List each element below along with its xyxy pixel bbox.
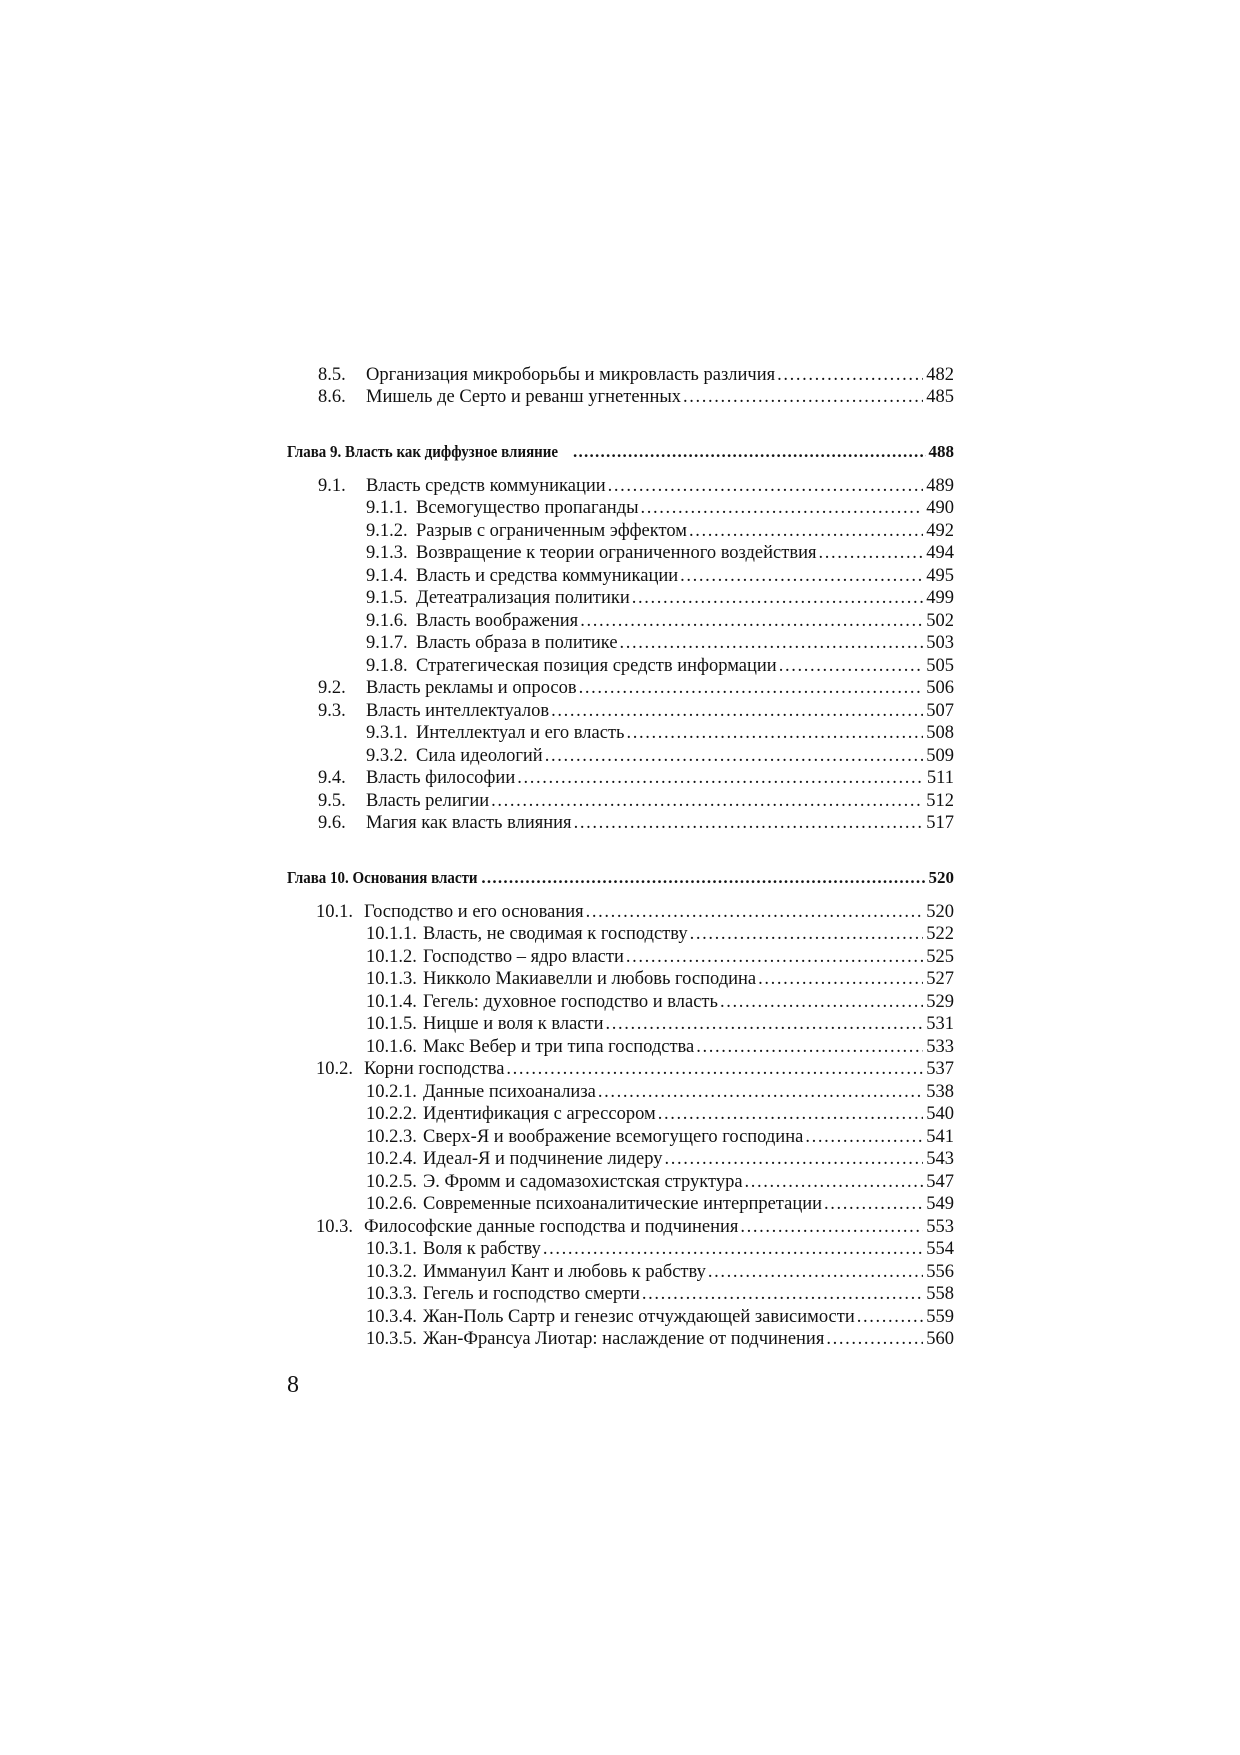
toc-entry-page: 540	[926, 1104, 954, 1124]
toc-entry	[316, 1058, 954, 1080]
toc-entry-number: 10.1.6.	[366, 1037, 417, 1057]
toc-entry-title: Идентификация с агрессором	[423, 1104, 656, 1124]
dot-leader	[598, 1081, 923, 1103]
toc-entry-title: Организация микроборьбы и микровласть различия	[366, 365, 776, 385]
toc-entry-title: Мишель де Серто и реванш угнетенных	[366, 387, 682, 407]
dot-leader	[626, 722, 923, 744]
toc-entry-title: Власть воображения	[416, 611, 579, 631]
dot-leader	[545, 745, 924, 767]
toc-entry-title: Господство и его основания	[364, 902, 584, 922]
toc-entry-number: 10.3.	[316, 1217, 353, 1237]
toc-entry-number: 10.1.4.	[366, 992, 417, 1012]
dot-leader	[620, 632, 924, 654]
toc-entry-number: 10.3.4.	[366, 1307, 417, 1327]
toc-entry-page: 489	[926, 476, 954, 496]
toc-entry-title: Корни господства	[364, 1059, 505, 1079]
toc-entry-title: Э. Фромм и садомазохистская структура	[423, 1172, 743, 1192]
toc-entry-title: Воля к рабству	[423, 1239, 541, 1259]
page-number: 8	[287, 1372, 299, 1398]
toc-entry-page: 503	[926, 633, 954, 653]
toc-entry-number: 10.3.1.	[366, 1239, 417, 1259]
toc-entry-number: 10.2.4.	[366, 1149, 417, 1169]
toc-entry-page: 511	[926, 768, 954, 788]
dot-leader	[658, 1103, 924, 1125]
toc-entry-number: 10.2.	[316, 1059, 353, 1079]
toc-entry-number: 9.1.5.	[366, 588, 408, 608]
toc-entry-number: 10.1.5.	[366, 1014, 417, 1034]
toc-subentry	[366, 968, 954, 990]
toc-entry-page: 554	[926, 1239, 954, 1259]
dot-leader	[824, 1193, 923, 1215]
toc-entry-page: 559	[926, 1307, 954, 1327]
toc-subentry	[366, 1081, 954, 1103]
toc-subentry	[366, 1306, 954, 1328]
toc-entry-page: 520	[926, 902, 954, 922]
toc-subentry	[366, 632, 954, 654]
toc-entry-number: 9.1.7.	[366, 633, 408, 653]
toc-entry-page: 485	[926, 387, 954, 407]
dot-leader	[642, 1283, 923, 1305]
toc-entry-page: 553	[926, 1217, 954, 1237]
toc-entry-title: Детеатрализация политики	[416, 588, 630, 608]
toc-subentry	[366, 1126, 954, 1148]
toc-entry-number: 9.6.	[318, 813, 346, 833]
toc-entry-title: Жан-Поль Сартр и генезис отчуждающей зависимости	[423, 1307, 855, 1327]
toc-entry-title: Разрыв с ограниченным эффектом	[416, 521, 687, 541]
toc-entry-number: 10.3.3.	[366, 1284, 417, 1304]
toc-entry-page: 556	[926, 1262, 954, 1282]
dot-leader	[664, 1148, 923, 1170]
dot-leader	[689, 520, 923, 542]
dot-leader	[517, 767, 924, 789]
toc-subentry	[366, 565, 954, 587]
toc-entry-page: 529	[926, 992, 954, 1012]
toc-entry-page: 505	[926, 656, 954, 676]
toc-subentry	[366, 1036, 954, 1058]
dot-leader	[819, 542, 924, 564]
dot-leader	[857, 1306, 924, 1328]
toc-subentry	[366, 1283, 954, 1305]
toc-subentry	[366, 542, 954, 564]
toc-entry-page: 558	[926, 1284, 954, 1304]
dot-leader	[779, 655, 924, 677]
toc-entry-title: Гегель и господство смерти	[423, 1284, 640, 1304]
toc-entry-title: Власть, не сводимая к господству	[423, 924, 688, 944]
toc-entry	[316, 1216, 954, 1238]
dot-leader	[680, 565, 923, 587]
toc-entry-page: 506	[926, 678, 954, 698]
toc-entry	[318, 767, 954, 789]
chapter-title: Глава 9. Власть как диффузное влияние	[287, 442, 559, 461]
toc-entry-title: Философские данные господства и подчинения	[364, 1217, 739, 1237]
toc-entry-title: Власть средств коммуникации	[366, 476, 606, 496]
toc-entry-number: 9.3.2.	[366, 746, 408, 766]
toc-subentry	[366, 1013, 954, 1035]
toc-subentry	[366, 722, 954, 744]
dot-leader	[608, 475, 924, 497]
toc-entry-number: 10.3.5.	[366, 1329, 417, 1349]
toc-subentry	[366, 1261, 954, 1283]
dot-leader	[826, 1328, 923, 1350]
toc-subentry	[366, 520, 954, 542]
chapter-page: 488	[928, 442, 954, 461]
toc-entry-title: Сила идеологий	[416, 746, 543, 766]
toc-entry-number: 10.2.2.	[366, 1104, 417, 1124]
toc-entry-number: 9.3.1.	[366, 723, 408, 743]
toc-entry-number: 9.1.8.	[366, 656, 408, 676]
toc-entry-title: Всемогущество пропаганды	[416, 498, 639, 518]
toc-entry-number: 9.1.1.	[366, 498, 408, 518]
dot-leader	[632, 587, 924, 609]
toc-entry-number: 10.2.6.	[366, 1194, 417, 1214]
toc-entry-title: Власть религии	[366, 791, 490, 811]
toc-entry-page: 543	[926, 1149, 954, 1169]
dot-leader	[606, 1013, 924, 1035]
toc-entry-number: 10.1.2.	[366, 947, 417, 967]
toc-entry-title: Власть философии	[366, 768, 516, 788]
toc-entry-number: 9.5.	[318, 791, 346, 811]
toc-entry-title: Современные психоаналитические интерпретации	[423, 1194, 823, 1214]
dot-leader	[574, 812, 924, 834]
toc-entry-page: 495	[926, 566, 954, 586]
toc-entry-number: 10.2.1.	[366, 1082, 417, 1102]
toc-entry-page: 492	[926, 521, 954, 541]
chapter-title: Глава 10. Основания власти	[287, 868, 478, 887]
dot-leader	[543, 1238, 923, 1260]
toc-entry-page: 531	[926, 1014, 954, 1034]
toc-entry-number: 9.1.4.	[366, 566, 408, 586]
toc-entry-number: 9.1.	[318, 476, 346, 496]
toc-entry-number: 10.1.1.	[366, 924, 417, 944]
dot-leader	[696, 1036, 923, 1058]
toc-entry-number: 10.3.2.	[366, 1262, 417, 1282]
dot-leader	[491, 790, 923, 812]
toc-entry-title: Интеллектуал и его власть	[416, 723, 625, 743]
chapter-heading	[287, 441, 954, 463]
chapter-page: 520	[928, 868, 954, 887]
toc-entry-title: Господство – ядро власти	[423, 947, 624, 967]
toc-subentry	[366, 1238, 954, 1260]
toc-subentry	[366, 610, 954, 632]
dot-leader	[745, 1171, 924, 1193]
toc-subentry	[366, 745, 954, 767]
toc-entry-title: Власть рекламы и опросов	[366, 678, 577, 698]
toc-entry-page: 490	[926, 498, 954, 518]
dot-leader	[720, 991, 923, 1013]
toc-entry	[318, 475, 954, 497]
dot-leader	[481, 867, 925, 889]
toc-entry-number: 10.2.3.	[366, 1127, 417, 1147]
dot-leader	[683, 386, 923, 408]
toc-entry-number: 9.1.3.	[366, 543, 408, 563]
dot-leader	[641, 497, 924, 519]
toc-entry-page: 517	[926, 813, 954, 833]
toc-entry-page: 512	[926, 791, 954, 811]
dot-leader	[579, 677, 924, 699]
toc-entry-title: Идеал-Я и подчинение лидеру	[423, 1149, 663, 1169]
toc-entry-page: 525	[926, 947, 954, 967]
toc-entry-title: Власть образа в политике	[416, 633, 618, 653]
toc-entry-number: 9.4.	[318, 768, 346, 788]
toc-entry-number: 10.2.5.	[366, 1172, 417, 1192]
toc-subentry	[366, 991, 954, 1013]
toc-subentry	[366, 1171, 954, 1193]
toc-entry-page: 499	[926, 588, 954, 608]
toc-entry-title: Макс Вебер и три типа господства	[423, 1037, 695, 1057]
toc-entry-title: Данные психоанализа	[423, 1082, 596, 1102]
toc-entry-number: 9.2.	[318, 678, 346, 698]
toc-entry-page: 541	[926, 1127, 954, 1147]
toc-entry-number: 10.1.3.	[366, 969, 417, 989]
toc-entry-page: 537	[926, 1059, 954, 1079]
dot-leader	[573, 441, 925, 463]
toc-entry-page: 538	[926, 1082, 954, 1102]
toc-entry-page: 522	[926, 924, 954, 944]
toc-entry-title: Магия как власть влияния	[366, 813, 572, 833]
dot-leader	[708, 1261, 923, 1283]
toc-entry-title: Жан-Франсуа Лиотар: наслаждение от подчинения	[423, 1329, 825, 1349]
toc-entry-title: Ницше и воля к власти	[423, 1014, 604, 1034]
toc-entry-page: 494	[926, 543, 954, 563]
toc-entry-page: 507	[926, 701, 954, 721]
dot-leader	[580, 610, 923, 632]
toc-entry-page: 508	[926, 723, 954, 743]
dot-leader	[740, 1216, 923, 1238]
dot-leader	[626, 946, 923, 968]
toc-entry	[316, 901, 954, 923]
toc-entry	[318, 790, 954, 812]
toc-entry-title: Иммануил Кант и любовь к рабству	[423, 1262, 706, 1282]
dot-leader	[551, 700, 923, 722]
toc-subentry	[366, 1103, 954, 1125]
dot-leader	[805, 1126, 923, 1148]
toc-entry-number: 9.1.6.	[366, 611, 408, 631]
toc-entry-title: Сверх-Я и воображение всемогущего господина	[423, 1127, 804, 1147]
toc-entry-number: 8.5.	[318, 365, 346, 385]
toc-entry-title: Гегель: духовное господство и власть	[423, 992, 718, 1012]
toc-entry-title: Власть и средства коммуникации	[416, 566, 679, 586]
toc-subentry	[366, 497, 954, 519]
toc-entry-title: Власть интеллектуалов	[366, 701, 550, 721]
toc-entry-page: 560	[926, 1329, 954, 1349]
dot-leader	[758, 968, 923, 990]
toc-subentry	[366, 587, 954, 609]
toc-entry-page: 527	[926, 969, 954, 989]
toc-subentry	[366, 923, 954, 945]
toc-entry	[318, 364, 954, 386]
toc-subentry	[366, 946, 954, 968]
dot-leader	[506, 1058, 923, 1080]
dot-leader	[586, 901, 924, 923]
toc-subentry	[366, 655, 954, 677]
toc-entry	[318, 386, 954, 408]
dot-leader	[777, 364, 923, 386]
toc-entry-number: 9.3.	[318, 701, 346, 721]
toc-subentry	[366, 1193, 954, 1215]
toc-entry-title: Никколо Макиавелли и любовь господина	[423, 969, 757, 989]
toc-entry-title: Возвращение к теории ограниченного воздействия	[416, 543, 817, 563]
toc-entry-page: 549	[926, 1194, 954, 1214]
toc-entry-number: 9.1.2.	[366, 521, 408, 541]
toc-entry	[318, 700, 954, 722]
toc-subentry	[366, 1328, 954, 1350]
toc-entry	[318, 677, 954, 699]
toc-entry-page: 533	[926, 1037, 954, 1057]
toc-entry-number: 10.1.	[316, 902, 353, 922]
toc-entry-number: 8.6.	[318, 387, 346, 407]
toc-entry-page: 547	[926, 1172, 954, 1192]
toc-entry-page: 482	[926, 365, 954, 385]
toc-entry-title: Стратегическая позиция средств информации	[416, 656, 777, 676]
chapter-heading	[287, 867, 954, 889]
toc-subentry	[366, 1148, 954, 1170]
toc-entry-page: 509	[926, 746, 954, 766]
toc-entry-page: 502	[926, 611, 954, 631]
dot-leader	[690, 923, 924, 945]
toc-entry	[318, 812, 954, 834]
